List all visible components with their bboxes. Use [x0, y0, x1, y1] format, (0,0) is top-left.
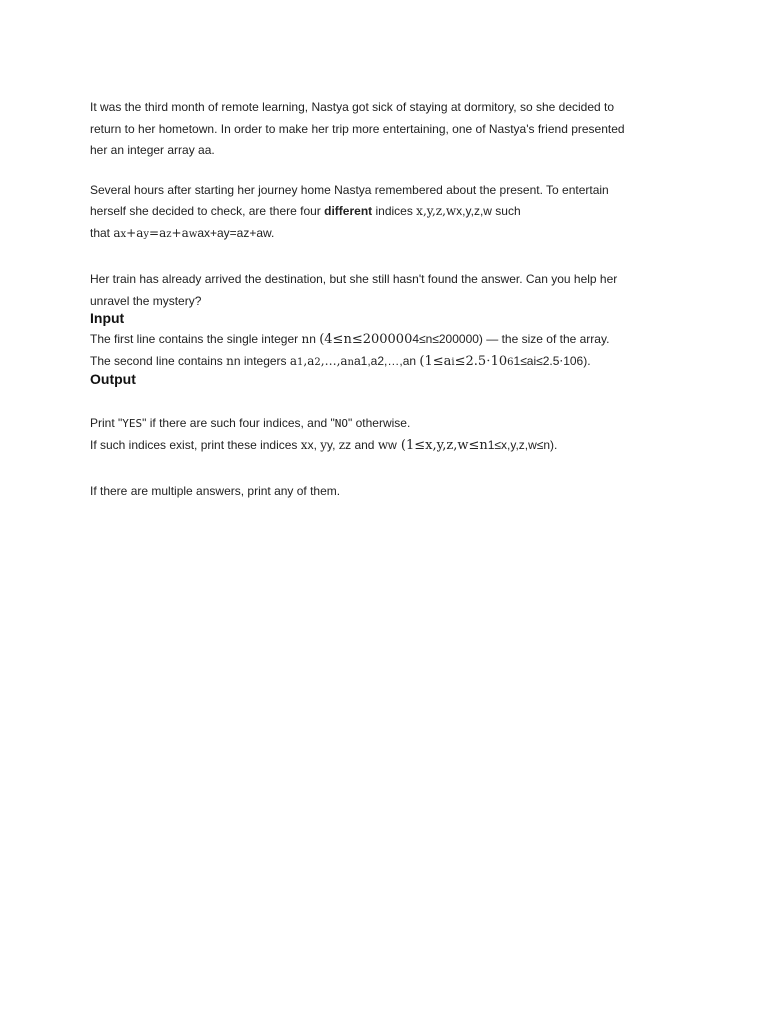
plain-y: y [327, 438, 333, 452]
math-w: w [377, 438, 389, 452]
output-line-3: If there are multiple answers, print any of them. [90, 484, 341, 498]
plain-w: w [388, 438, 397, 452]
paragraph-1-line-2: return to her hometown. In order to make her trip more entertaining, one of Nastya's friend presented [90, 122, 625, 136]
input-line-1-text: The first line contains the single integer [90, 332, 302, 346]
output-line-2-text: If such indices exist, print these indices [90, 438, 301, 452]
plain-z: z [345, 438, 352, 452]
paragraph-1-line-3: her an integer array aa. [90, 143, 215, 157]
math-a-range: (1≤ai≤2.5⋅106 [419, 354, 514, 369]
math-indices: x,y,z,w [416, 204, 457, 218]
output-line-1-text: Print " [90, 416, 123, 430]
no-literal: NO [334, 417, 349, 430]
math-n-2: n [226, 354, 234, 368]
plain-array: a1,a2,…,an [354, 354, 417, 368]
paragraph-2-line-1: Several hours after starting her journey home Nastya remembered about the present. To entertain [90, 183, 609, 197]
input-heading: Input [90, 310, 125, 326]
paragraph-3-line-1: Her train has already arrived the destination, but she still hasn't found the answer. Can you help her [90, 272, 618, 286]
paragraph-2-text: herself she decided to check, are there four [90, 204, 325, 218]
yes-literal: YES [122, 417, 143, 430]
plain-n-2: n [233, 354, 241, 368]
paragraph-2-text-b: indices [372, 204, 417, 218]
math-y: y [320, 438, 328, 452]
math-index-range: (1≤x,y,z,w≤n [396, 438, 488, 453]
math-n: n [301, 332, 310, 346]
math-x: x [300, 438, 308, 452]
output-line-1-tail: " otherwise. [348, 416, 411, 430]
paragraph-2-line-2 [90, 204, 521, 218]
paragraph-1-line-1: It was the third month of remote learning, Nastya got sick of staying at dormitory, so she decided to [90, 100, 615, 114]
math-n-range: (4≤n≤200000 [319, 332, 413, 347]
math-array: a1,a2,…,an [289, 354, 354, 368]
paragraph-2-line-3 [90, 226, 274, 242]
input-line-2-mid: integers [240, 354, 290, 368]
plain-n-range: 4≤n≤200000) [412, 332, 483, 346]
plain-indices: x,y,z,w such [456, 204, 521, 218]
output-line-1-mid: " if there are such four indices, and " [142, 416, 335, 430]
plain-a-range: 1≤ai≤2.5⋅106). [513, 354, 591, 368]
input-line-1-tail: — the size of the array. [482, 332, 610, 346]
plain-n: n [309, 332, 316, 346]
output-line-1 [90, 416, 410, 431]
output-line-2: If such indices exist, print these indices xx, yy, zz and ww (1≤x,y,z,w≤n1≤x,y,z,w≤n). [90, 438, 558, 453]
input-line-2-text: The second line contains [90, 354, 227, 368]
math-equation: ax+ay=az+aw [113, 226, 198, 240]
plain-index-range: 1≤x,y,z,w≤n). [487, 438, 558, 452]
math-z: z [338, 438, 346, 452]
paragraph-3-line-2: unravel the mystery? [90, 294, 202, 308]
plain-equation: ax+ay=az+aw. [197, 226, 275, 240]
input-line-1 [90, 332, 609, 347]
emphasis-different: different [324, 204, 373, 218]
plain-x: x [307, 438, 314, 452]
output-heading: Output [90, 371, 136, 387]
paragraph-2-that: that [90, 226, 114, 240]
input-line-2 [90, 354, 591, 370]
